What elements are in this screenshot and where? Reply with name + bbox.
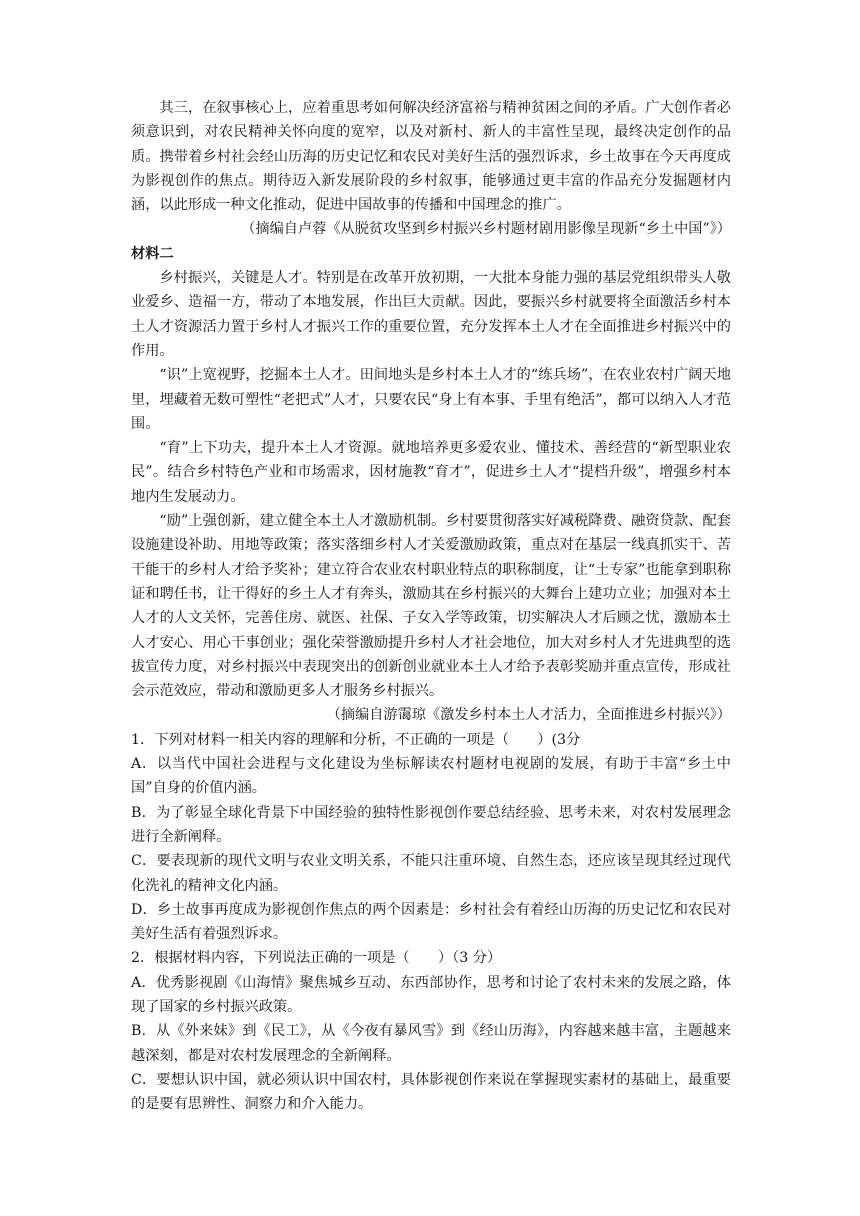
question1-option-c: C．要表现新的现代文明与农业文明关系，不能只注重环境、自然生态，还应该呈现其经过现代化洗礼的精神文化内涵。 bbox=[131, 853, 731, 894]
material1-paragraph: 其三，在叙事核心上，应着重思考如何解决经济富裕与精神贫困之间的矛盾。广大创作者必须意识到，对农民精神关怀向度的宽窄，以及对新村、新人的丰富性呈现，最终决定创作的品质。携带着乡村社会经山历海的历史记忆和农民对美好生活的强烈诉求，乡土故事在今天再度成为影视创作的焦点。期待迈入新发展阶段的乡村叙事，能够通过更丰富的作品充分发掘题材内涵，以此形成一种文化推动，促进中国故事的传播和中国理念的推广。 bbox=[131, 100, 731, 214]
question2-option-c: C．要想认识中国，就必须认识中国农村，具体影视创作来说在掌握现实素材的基础上，最重要的是要有思辨性、洞察力和介入能力。 bbox=[131, 1071, 731, 1113]
material2-paragraph: “识”上宽视野，挖掘本土人才。田间地头是乡村本土人才的“练兵场”，在农业农村广阔天地里，埋藏着无数可塑性“老把式”人才，只要农民“身上有本事、手里有绝活”，都可以纳入人才范围。 bbox=[131, 367, 731, 432]
material2-paragraph: “励”上强创新，建立健全本土人才激励机制。乡村要贯彻落实好减税降费、融资贷款、配套设施建设补助、用地等政策；落实落细乡村人才关爱激励政策，重点对在基层一线真抓实干、苦干能干的乡村人才给予奖补；建立符合农业农村职业特点的职称制度，让“土专家”也能拿到职称证和聘任书，让干得好的乡土人才有奔头，激励其在乡村振兴的大舞台上建功立业；加强对本土人才的人文关怀，完善住房、就医、社保、子女入学等政策，切实解决人才后顾之忧，激励本土人才安心、用心干事创业；强化荣誉激励提升乡村人才社会地位，加大对乡村人才先进典型的选拔宣传力度，对乡村振兴中表现突出的创新创业就业本土人才给予表彰奖励并重点宣传，形成社会示范效应，带动和激励更多人才服务乡村振兴。 bbox=[131, 513, 731, 700]
question1-stem: 1．下列对材料一相关内容的理解和分析，不正确的一项是（ ）(3分 bbox=[131, 731, 581, 748]
material2-paragraph: “育”上下功夫，提升本土人才资源。就地培养更多爱农业、懂技术、善经营的“新型职业农民”。结合乡村特色产业和市场需求，因材施教“育才”，促进乡土人才“提档升级”，增强乡村本地内生发展动力。 bbox=[131, 440, 731, 505]
question2-option-b: B．从《外来妹》到《民工》，从《今夜有暴风雪》到《经山历海》，内容越来越丰富，主题越来越深刻，都是对农村发展理念的全新阐释。 bbox=[131, 1023, 731, 1064]
material2-heading: 材料二 bbox=[131, 245, 174, 262]
question1-option-b: B．为了彰显全球化背景下中国经验的独特性影视创作要总结经验、思考未来，对农村发展理念进行全新阐释。 bbox=[131, 804, 731, 845]
question1-option-d: D．乡土故事再度成为影视创作焦点的两个因素是：乡村社会有着经山历海的历史记忆和农民对美好生活有着强烈诉求。 bbox=[131, 901, 731, 943]
material2-source: （摘编自游霭琼《激发乡村本土人才活力，全面推进乡村振兴》） bbox=[326, 707, 731, 724]
question2-stem: 2．根据材料内容，下列说法正确的一项是（ ）（3 分） bbox=[131, 950, 502, 967]
document-page bbox=[131, 96, 731, 1116]
question1-option-a: A．以当代中国社会进程与文化建设为坐标解读农村题材电视剧的发展，有助于丰富“乡土中国”自身的价值内涵。 bbox=[131, 756, 731, 797]
material2-paragraph: 乡村振兴，关键是人才。特别是在改革开放初期，一大批本身能力强的基层党组织带头人敬业爱乡、造福一方，带动了本地发展，作出巨大贡献。因此，要振兴乡村就要将全面激活乡村本土人才资源活力置于乡村人才振兴工作的重要位置，充分发挥本土人才在全面推进乡村振兴中的作用。 bbox=[131, 270, 731, 359]
material1-source: （摘编自卢蓉《从脱贫攻坚到乡村振兴乡村题材剧用影像呈现新“乡土中国”》） bbox=[241, 221, 731, 238]
question2-option-a: A．优秀影视剧《山海情》聚焦城乡互动、东西部协作，思考和讨论了农村未来的发展之路，体现了国家的乡村振兴政策。 bbox=[131, 974, 731, 1015]
